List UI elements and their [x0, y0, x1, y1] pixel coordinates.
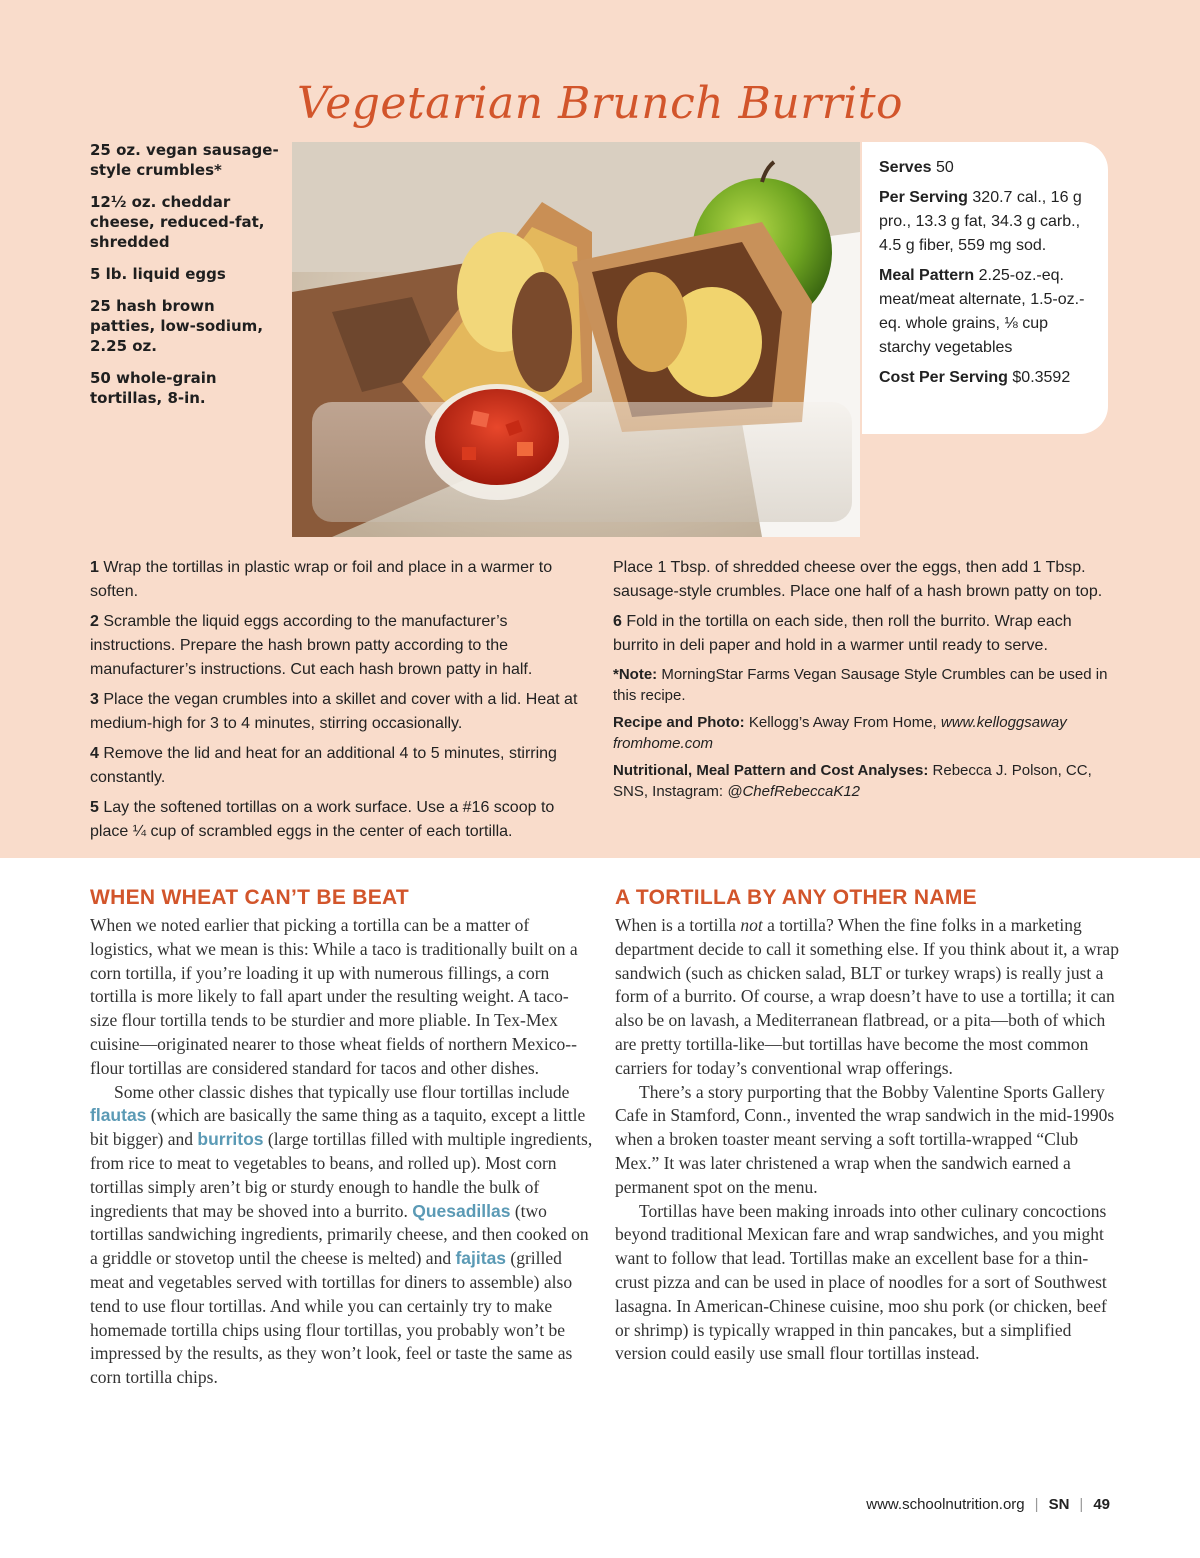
footer-divider: |: [1034, 1496, 1039, 1513]
meal-pattern-line: [879, 264, 1096, 360]
ingredient-item: 50 whole-grain tortillas, 8-in.: [90, 369, 217, 407]
cost-line: [879, 366, 1096, 390]
step-number: 6: [613, 613, 622, 630]
article-paragraph: Tortillas have been making inroads into other culinary concoctions beyond traditional Mexican fare and wrap sandwiches, and you might want to follow that lead. Tortillas make an excellent base for a thin-crust pizza and can be used in place of noodles for a sort of Southwest lasagna. In American-Chinese cuisine, moo shu pork (or chicken, beef or shrimp) is typically wrapped in thin pancakes, but a simplified version could easily use small flour tortillas instead.: [615, 1200, 1107, 1364]
step-text: Place the vegan crumbles into a skillet and cover with a lid. Heat at medium-high for 3 to 4 minutes, stirring occasionally.: [90, 691, 578, 732]
article-text: (two tortillas sandwiching ingredients, primarily cheese, and then cooked on a griddle or stovetop until the cheese is melted) and: [90, 1200, 589, 1269]
step-text: Remove the lid and heat for an additional 4 to 5 minutes, stirring constantly.: [90, 745, 557, 786]
note-label: *Note:: [613, 666, 658, 683]
per-serving-line: [879, 186, 1096, 258]
step-number: 5: [90, 799, 99, 816]
article-paragraph: There’s a story purporting that the Bobby Valentine Sports Gallery Cafe in Stamford, Conn., invented the wrap sandwich in the mid-1990s when a broken toaster meant serving a soft tortilla-wrapped “Club Mex.” It was later christened a wrap when the sandwich earned a permanent spot on the menu.: [615, 1081, 1115, 1197]
step: [90, 796, 580, 844]
article-text: (which are basically the same thing as a taquito, except a little bit bigger) and: [90, 1105, 586, 1150]
keyword-flautas: flautas: [90, 1105, 147, 1126]
article-text: a tortilla? When the fine folks in a marketing department decide to call it something else. If you think about it, a wrap sandwich (such as chicken salad, BLT or turkey wraps) is really just a form of a burrito. Of course, a wrap doesn’t have to use a tortilla; it can also be on lavash, a Mediterranean flatbread, or a pita—both of which are pretty tortilla-like—but tortillas have become the most common carriers for today’s conventional wrap offerings.: [615, 915, 1119, 1078]
credit-url: www.kelloggsaway fromhome.com: [613, 714, 1067, 752]
keyword-burritos: burritos: [197, 1129, 264, 1150]
recipe-note: [613, 664, 1113, 706]
step: [90, 610, 580, 682]
ingredient-item: 25 oz. vegan sausage-style crumbles*: [90, 141, 279, 179]
page-number: 49: [1093, 1496, 1110, 1513]
article-column-right: [615, 914, 1120, 1366]
footer-magazine: SN: [1048, 1496, 1070, 1513]
step-text: Wrap the tortillas in plastic wrap or foil and place in a warmer to soften.: [90, 559, 553, 600]
ingredient-list: [90, 140, 280, 420]
step: [613, 610, 1113, 658]
step-number: 4: [90, 745, 99, 762]
analysis-text: Rebecca J. Polson, CC, SNS, Instagram:: [613, 762, 1092, 800]
cost-label: Cost Per Serving: [879, 369, 1008, 386]
steps-column-right: [613, 556, 1113, 808]
article-text: (large tortillas filled with multiple ingredients, from rice to meat to vegetables to beans, and rolled up). Most corn tortillas simply aren’t big or sturdy enough to handle the bulk of ingredients that may be shoved into a burrito.: [90, 1129, 593, 1221]
step-text: Place 1 Tbsp. of shredded cheese over the eggs, then add 1 Tbsp. sausage-style crumbles. Place one half of a hash brown patty on top.: [613, 559, 1103, 600]
page-footer: [866, 1496, 1110, 1513]
step-text: Fold in the tortilla on each side, then roll the burrito. Wrap each burrito in deli paper and hold in a warmer until ready to serve.: [613, 613, 1072, 654]
serves-line: [879, 156, 1096, 180]
article-heading-left: WHEN WHEAT CAN’T BE BEAT: [90, 886, 410, 909]
nutrition-panel: [862, 142, 1108, 434]
per-serving-label: Per Serving: [879, 189, 968, 206]
analysis-label: Nutritional, Meal Pattern and Cost Analyses:: [613, 762, 929, 779]
cost-value: $0.3592: [1012, 369, 1071, 386]
article-paragraph: [615, 914, 1120, 1081]
article-text: When is a tortilla: [615, 915, 737, 935]
article-paragraph: When we noted earlier that picking a tortilla can be a matter of logistics, what we mean is this: While a taco is traditionally built on a corn tortilla, if you’re loading it up with numerous fillings, a corn tortilla is more likely to fall apart under the resulting weight. A taco-size flour tortilla tends to be sturdier and more pliable. In Tex-Mex cuisine—originated nearer to those wheat fields of northern Mexico--flour tortillas are considered standard for tacos and other dishes.: [90, 915, 578, 1078]
article-text: (grilled meat and vegetables served with tortillas for diners to assemble) also tend to use flour tortillas. And while you can certainly try to make homemade tortilla chips using flour tortillas, you probably won’t be impressed by the results, as they won’t look, feel or taste the same as corn tortilla chips.: [90, 1248, 573, 1388]
analysis-credit: [613, 760, 1113, 802]
article-text: Some other classic dishes that typically use flour tortillas include: [114, 1081, 570, 1102]
ingredient-item: 5 lb. liquid eggs: [90, 265, 226, 283]
credit-text: Kellogg’s Away From Home,: [748, 714, 937, 731]
serves-value: 50: [935, 159, 954, 176]
step-number: 3: [90, 691, 99, 708]
article-emphasis: not: [740, 915, 763, 935]
step: [90, 688, 580, 736]
recipe-credit: [613, 712, 1113, 754]
keyword-fajitas: fajitas: [455, 1248, 507, 1269]
article-paragraph: [90, 1081, 595, 1390]
ingredient-item: 12½ oz. cheddar cheese, reduced-fat, shredded: [90, 193, 265, 251]
step: [90, 742, 580, 790]
serves-label: Serves: [879, 159, 932, 176]
step-text: Scramble the liquid eggs according to the manufacturer’s instructions. Prepare the hash brown patty according to the manufacturer’s instructions. Cut each hash brown patty in half.: [90, 613, 533, 678]
step-continued: [613, 556, 1113, 604]
step-number: 1: [90, 559, 99, 576]
footer-url[interactable]: www.schoolnutrition.org: [866, 1496, 1025, 1513]
step: [90, 556, 580, 604]
meal-pattern-value: 2.25-oz.-eq. meat/meat alternate, 1.5-oz.-eq. whole grains, ⅛ cup starchy vegetables: [879, 267, 1085, 356]
recipe-title: Vegetarian Brunch Burrito: [296, 78, 904, 129]
per-serving-value: 320.7 cal., 16 g pro., 13.3 g fat, 34.3 g carb., 4.5 g fiber, 559 mg sod.: [879, 189, 1082, 254]
footer-divider: |: [1079, 1496, 1084, 1513]
keyword-quesadillas: Quesadillas: [412, 1200, 511, 1221]
ingredient-item: 25 hash brown patties, low-sodium, 2.25 oz.: [90, 297, 264, 355]
steps-column-left: [90, 556, 580, 850]
step-text: Lay the softened tortillas on a work surface. Use a #16 scoop to place ¼ cup of scrambled eggs in the center of each tortilla.: [90, 799, 555, 840]
step-number: 2: [90, 613, 99, 630]
burrito-photo-illustration: [292, 142, 860, 537]
article-column-left: [90, 914, 595, 1390]
analysis-handle: @ChefRebeccaK12: [727, 783, 861, 800]
burrito-photo: [292, 142, 860, 537]
meal-pattern-label: Meal Pattern: [879, 267, 975, 284]
article-heading-right: A TORTILLA BY ANY OTHER NAME: [615, 886, 977, 909]
credit-label: Recipe and Photo:: [613, 714, 745, 731]
note-text: MorningStar Farms Vegan Sausage Style Crumbles can be used in this recipe.: [613, 666, 1108, 704]
